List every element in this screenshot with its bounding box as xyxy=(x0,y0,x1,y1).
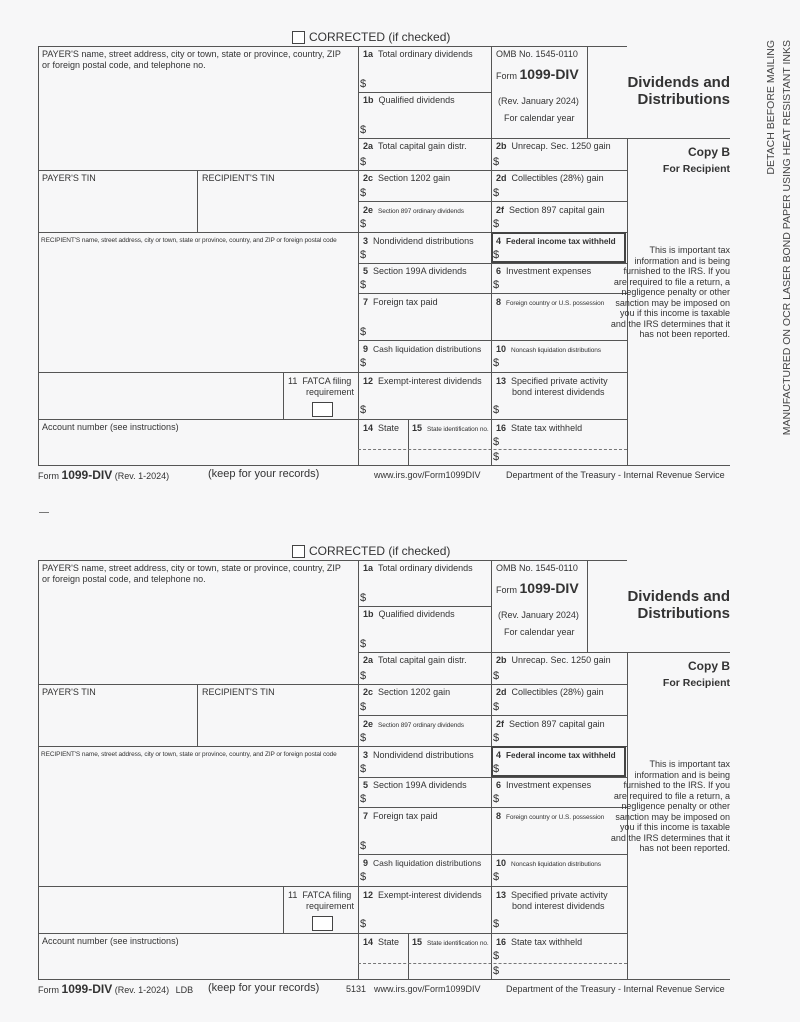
box2e-dollar: $ xyxy=(360,218,367,230)
box13-num: 13 xyxy=(496,890,507,900)
box10-num: 10 xyxy=(496,344,507,354)
box5-num: 5 xyxy=(363,266,369,276)
account-number-label: Account number (see instructions) xyxy=(42,936,179,946)
box10-label: Noncash liquidation distributions xyxy=(511,347,601,354)
box16-label: State tax withheld xyxy=(511,937,583,947)
box2f-dollar: $ xyxy=(493,218,500,230)
box6-dollar: $ xyxy=(493,279,500,291)
fatca-checkbox[interactable] xyxy=(312,402,333,417)
box8-num: 8 xyxy=(496,297,502,307)
fatca-label: FATCA filing xyxy=(302,376,352,386)
payer-name-label: PAYER'S name, street address, city or town, state or province, country, ZIP xyxy=(42,49,341,59)
box1a-label: Total ordinary dividends xyxy=(378,49,473,59)
box12-label: Exempt-interest dividends xyxy=(378,376,482,386)
box1a-label: Total ordinary dividends xyxy=(378,563,473,573)
box1b-dollar: $ xyxy=(360,124,367,136)
corrected-label: CORRECTED (if checked) xyxy=(309,544,451,558)
revision-label: (Rev. January 2024) xyxy=(498,96,579,106)
box16-dollar-2: $ xyxy=(493,965,500,977)
box2a-label: Total capital gain distr. xyxy=(378,655,467,665)
box6-label: Investment expenses xyxy=(506,780,592,790)
box9-dollar: $ xyxy=(360,357,367,369)
box6-num: 6 xyxy=(496,780,502,790)
manufactured-text: MANUFACTURED ON OCR LASER BOND PAPER USING HEAT RESISTANT INKS xyxy=(781,40,793,436)
footer-form-name: 1099-DIV xyxy=(61,982,113,996)
box2f-num: 2f xyxy=(496,205,505,215)
footer-keep: (keep for your records) xyxy=(208,982,320,994)
box2c-dollar: $ xyxy=(360,701,367,713)
box2d-num: 2d xyxy=(496,687,507,697)
box2c-dollar: $ xyxy=(360,187,367,199)
box2d-label: Collectibles (28%) gain xyxy=(511,173,604,183)
cut-mark xyxy=(39,512,49,513)
box9-dollar: $ xyxy=(360,871,367,883)
box2c-label: Section 1202 gain xyxy=(378,687,451,697)
box2f-label: Section 897 capital gain xyxy=(509,719,605,729)
box1b-num: 1b xyxy=(363,609,374,619)
box14-label: State xyxy=(378,423,400,433)
fatca-label-2: requirement xyxy=(306,901,355,911)
box4-label: Federal income tax withheld xyxy=(506,237,616,246)
calendar-year-label: For calendar year xyxy=(504,113,575,123)
box2f-dollar: $ xyxy=(493,732,500,744)
box8-label: Foreign country or U.S. possession xyxy=(506,300,605,307)
form-title-1: Dividends and xyxy=(627,588,730,605)
box7-dollar: $ xyxy=(360,326,367,338)
payer-name-label-2: or foreign postal code, and telephone no. xyxy=(42,60,206,70)
footer-dept: Department of the Treasury - Internal Revenue Service xyxy=(506,984,725,994)
footer-ldb: LDB xyxy=(175,985,194,995)
box9-label: Cash liquidation distributions xyxy=(373,858,482,868)
box7-label: Foreign tax paid xyxy=(373,297,438,307)
box2a-dollar: $ xyxy=(360,156,367,168)
box2d-dollar: $ xyxy=(493,187,500,199)
footer-keep: (keep for your records) xyxy=(208,468,320,480)
form-1099-div xyxy=(0,0,800,500)
box9-label: Cash liquidation distributions xyxy=(373,344,482,354)
box4-dollar: $ xyxy=(493,763,500,775)
box3-num: 3 xyxy=(363,750,369,760)
box1a-dollar: $ xyxy=(360,78,367,90)
box15-label: State identification no. xyxy=(427,426,489,433)
box12-num: 12 xyxy=(363,376,374,386)
footer-url: www.irs.gov/Form1099DIV xyxy=(374,984,481,994)
form-title-1: Dividends and xyxy=(627,74,730,91)
box2a-num: 2a xyxy=(363,655,374,665)
corrected-checkbox[interactable] xyxy=(292,31,305,44)
box2b-label: Unrecap. Sec. 1250 gain xyxy=(511,655,611,665)
box1a-num: 1a xyxy=(363,563,374,573)
omb-number: OMB No. 1545-0110 xyxy=(496,49,578,59)
box4-num: 4 xyxy=(496,236,502,246)
box3-label: Nondividend distributions xyxy=(373,236,474,246)
detach-text: DETACH BEFORE MAILING xyxy=(765,40,777,175)
box12-label: Exempt-interest dividends xyxy=(378,890,482,900)
box2d-dollar: $ xyxy=(493,701,500,713)
box2e-dollar: $ xyxy=(360,732,367,744)
box16-dollar-1: $ xyxy=(493,950,500,962)
footer-url: www.irs.gov/Form1099DIV xyxy=(374,470,481,480)
box13-label: Specified private activity xyxy=(511,376,608,386)
payer-tin-label: PAYER'S TIN xyxy=(42,173,96,183)
box16-num: 16 xyxy=(496,937,507,947)
box16-dollar-2: $ xyxy=(493,451,500,463)
calendar-year-label: For calendar year xyxy=(504,627,575,637)
box8-num: 8 xyxy=(496,811,502,821)
form-footer xyxy=(38,982,193,997)
box2e-num: 2e xyxy=(363,205,374,215)
box5-dollar: $ xyxy=(360,279,367,291)
box13-label-2: bond interest dividends xyxy=(512,387,605,397)
corrected-label: CORRECTED (if checked) xyxy=(309,30,451,44)
form-name: 1099-DIV xyxy=(519,66,579,82)
info-text: This is important tax information and is being furnished to the IRS. If you are required to file a return, a negligence penalty or other sanction may be imposed on you if this income is taxable and the IRS determines that it has not been reported. xyxy=(610,759,730,853)
box16-label: State tax withheld xyxy=(511,423,583,433)
box6-label: Investment expenses xyxy=(506,266,592,276)
form-title-2: Distributions xyxy=(637,91,730,108)
payer-name-label: PAYER'S name, street address, city or town, state or province, country, ZIP xyxy=(42,563,341,573)
box12-dollar: $ xyxy=(360,918,367,930)
footer-dept: Department of the Treasury - Internal Revenue Service xyxy=(506,470,725,480)
box3-dollar: $ xyxy=(360,249,367,261)
recipient-tin-label: RECIPIENT'S TIN xyxy=(202,687,275,697)
fatca-num: 11 xyxy=(288,376,298,386)
box7-label: Foreign tax paid xyxy=(373,811,438,821)
box2d-num: 2d xyxy=(496,173,507,183)
box15-num: 15 xyxy=(412,937,423,947)
box4-dollar: $ xyxy=(493,249,500,261)
box2b-dollar: $ xyxy=(493,670,500,682)
copy-b-label: Copy B xyxy=(688,145,730,159)
form-1099-div xyxy=(0,514,800,1014)
box6-dollar: $ xyxy=(493,793,500,805)
fatca-num: 11 xyxy=(288,890,298,900)
box16-num: 16 xyxy=(496,423,507,433)
box7-num: 7 xyxy=(363,811,369,821)
payer-name-label-2: or foreign postal code, and telephone no. xyxy=(42,574,206,584)
form-title-2: Distributions xyxy=(637,605,730,622)
box1b-dollar: $ xyxy=(360,638,367,650)
box6-num: 6 xyxy=(496,266,502,276)
box10-dollar: $ xyxy=(493,871,500,883)
box2b-num: 2b xyxy=(496,655,507,665)
box14-label: State xyxy=(378,937,400,947)
form-copy-top xyxy=(0,0,800,510)
box7-dollar: $ xyxy=(360,840,367,852)
fatca-checkbox[interactable] xyxy=(312,916,333,931)
box10-dollar: $ xyxy=(493,357,500,369)
box2a-num: 2a xyxy=(363,141,374,151)
box13-label-2: bond interest dividends xyxy=(512,901,605,911)
box13-label: Specified private activity xyxy=(511,890,608,900)
footer-form-word: Form xyxy=(38,985,59,995)
recipient-name-label: RECIPIENT'S name, street address, city or town, state or province, country, and ZIP or foreign postal code xyxy=(41,237,337,244)
box2a-label: Total capital gain distr. xyxy=(378,141,467,151)
footer-form-name: 1099-DIV xyxy=(61,468,113,482)
box2d-label: Collectibles (28%) gain xyxy=(511,687,604,697)
footer-code: 5131 xyxy=(346,984,367,994)
box2f-label: Section 897 capital gain xyxy=(509,205,605,215)
box5-num: 5 xyxy=(363,780,369,790)
footer-rev: (Rev. 1-2024) xyxy=(114,471,170,481)
box2b-num: 2b xyxy=(496,141,507,151)
box8-label: Foreign country or U.S. possession xyxy=(506,814,605,821)
box12-dollar: $ xyxy=(360,404,367,416)
box16-dollar-1: $ xyxy=(493,436,500,448)
form-copy-bottom xyxy=(0,514,800,1022)
box2e-label: Section 897 ordinary dividends xyxy=(378,722,464,729)
box1b-num: 1b xyxy=(363,95,374,105)
box1a-dollar: $ xyxy=(360,592,367,604)
box5-label: Section 199A dividends xyxy=(373,266,467,276)
copy-b-label: Copy B xyxy=(688,659,730,673)
info-text: This is important tax information and is being furnished to the IRS. If you are required to file a return, a negligence penalty or other sanction may be imposed on you if this income is taxable and the IRS determines that it has not been reported. xyxy=(610,245,730,339)
form-word: Form xyxy=(496,71,517,81)
revision-label: (Rev. January 2024) xyxy=(498,610,579,620)
payer-tin-label: PAYER'S TIN xyxy=(42,687,96,697)
box2c-num: 2c xyxy=(363,687,374,697)
box10-num: 10 xyxy=(496,858,507,868)
box2b-dollar: $ xyxy=(493,156,500,168)
box5-label: Section 199A dividends xyxy=(373,780,467,790)
box1b-label: Qualified dividends xyxy=(378,95,455,105)
form-footer xyxy=(38,468,173,483)
box3-label: Nondividend distributions xyxy=(373,750,474,760)
box2f-num: 2f xyxy=(496,719,505,729)
fatca-label: FATCA filing xyxy=(302,890,352,900)
corrected-checkbox[interactable] xyxy=(292,545,305,558)
box1b-label: Qualified dividends xyxy=(378,609,455,619)
box3-num: 3 xyxy=(363,236,369,246)
box2c-num: 2c xyxy=(363,173,374,183)
box13-dollar: $ xyxy=(493,404,500,416)
box4-label: Federal income tax withheld xyxy=(506,751,616,760)
box7-num: 7 xyxy=(363,297,369,307)
recipient-name-label: RECIPIENT'S name, street address, city or town, state or province, country, and ZIP or foreign postal code xyxy=(41,751,337,758)
form-name: 1099-DIV xyxy=(519,580,579,596)
for-recipient-label: For Recipient xyxy=(662,677,730,689)
box2c-label: Section 1202 gain xyxy=(378,173,451,183)
account-number-label: Account number (see instructions) xyxy=(42,422,179,432)
box2e-label: Section 897 ordinary dividends xyxy=(378,208,464,215)
box14-num: 14 xyxy=(363,423,374,433)
box13-dollar: $ xyxy=(493,918,500,930)
box3-dollar: $ xyxy=(360,763,367,775)
footer-rev: (Rev. 1-2024) xyxy=(114,985,170,995)
box9-num: 9 xyxy=(363,344,369,354)
box12-num: 12 xyxy=(363,890,374,900)
box9-num: 9 xyxy=(363,858,369,868)
box14-num: 14 xyxy=(363,937,374,947)
box2a-dollar: $ xyxy=(360,670,367,682)
box15-num: 15 xyxy=(412,423,423,433)
box2e-num: 2e xyxy=(363,719,374,729)
omb-number: OMB No. 1545-0110 xyxy=(496,563,578,573)
box10-label: Noncash liquidation distributions xyxy=(511,861,601,868)
box13-num: 13 xyxy=(496,376,507,386)
box15-label: State identification no. xyxy=(427,940,489,947)
fatca-label-2: requirement xyxy=(306,387,355,397)
recipient-tin-label: RECIPIENT'S TIN xyxy=(202,173,275,183)
box1a-num: 1a xyxy=(363,49,374,59)
form-word: Form xyxy=(496,585,517,595)
for-recipient-label: For Recipient xyxy=(662,163,730,175)
footer-form-word: Form xyxy=(38,471,59,481)
box2b-label: Unrecap. Sec. 1250 gain xyxy=(511,141,611,151)
box4-num: 4 xyxy=(496,750,502,760)
box5-dollar: $ xyxy=(360,793,367,805)
